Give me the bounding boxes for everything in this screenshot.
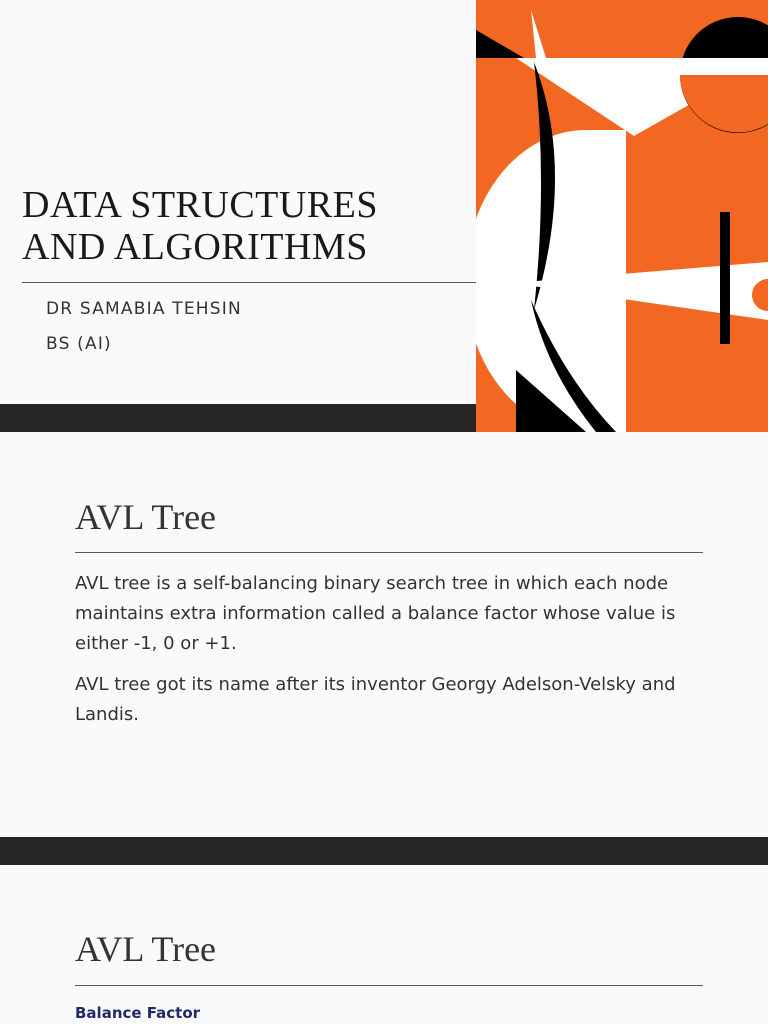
- program-label: BS (AI): [46, 334, 112, 354]
- slide-heading: AVL Tree: [75, 497, 217, 537]
- author-name: DR SAMABIA TEHSIN: [46, 299, 242, 319]
- title-line-1: DATA STRUCTURES: [22, 184, 379, 226]
- heading-divider: [75, 985, 703, 986]
- balance-factor-subheading: Balance Factor: [75, 1004, 201, 1022]
- slide-heading: AVL Tree: [75, 929, 217, 969]
- slide-separator-band: [0, 837, 768, 865]
- title-line-2: AND ALGORITHMS: [22, 226, 368, 268]
- heading-divider: [75, 552, 703, 553]
- abstract-art-image: [476, 0, 768, 432]
- name-origin-paragraph: AVL tree got its name after its inventor Georgy Adelson-Velsky and Landis.: [75, 674, 676, 725]
- title-divider: [22, 282, 476, 283]
- definition-paragraph: AVL tree is a self-balancing binary search tree in which each node maintains extra information called a balance factor whose value is either -1, 0 or +1.: [75, 573, 676, 654]
- presentation-title: [22, 184, 378, 268]
